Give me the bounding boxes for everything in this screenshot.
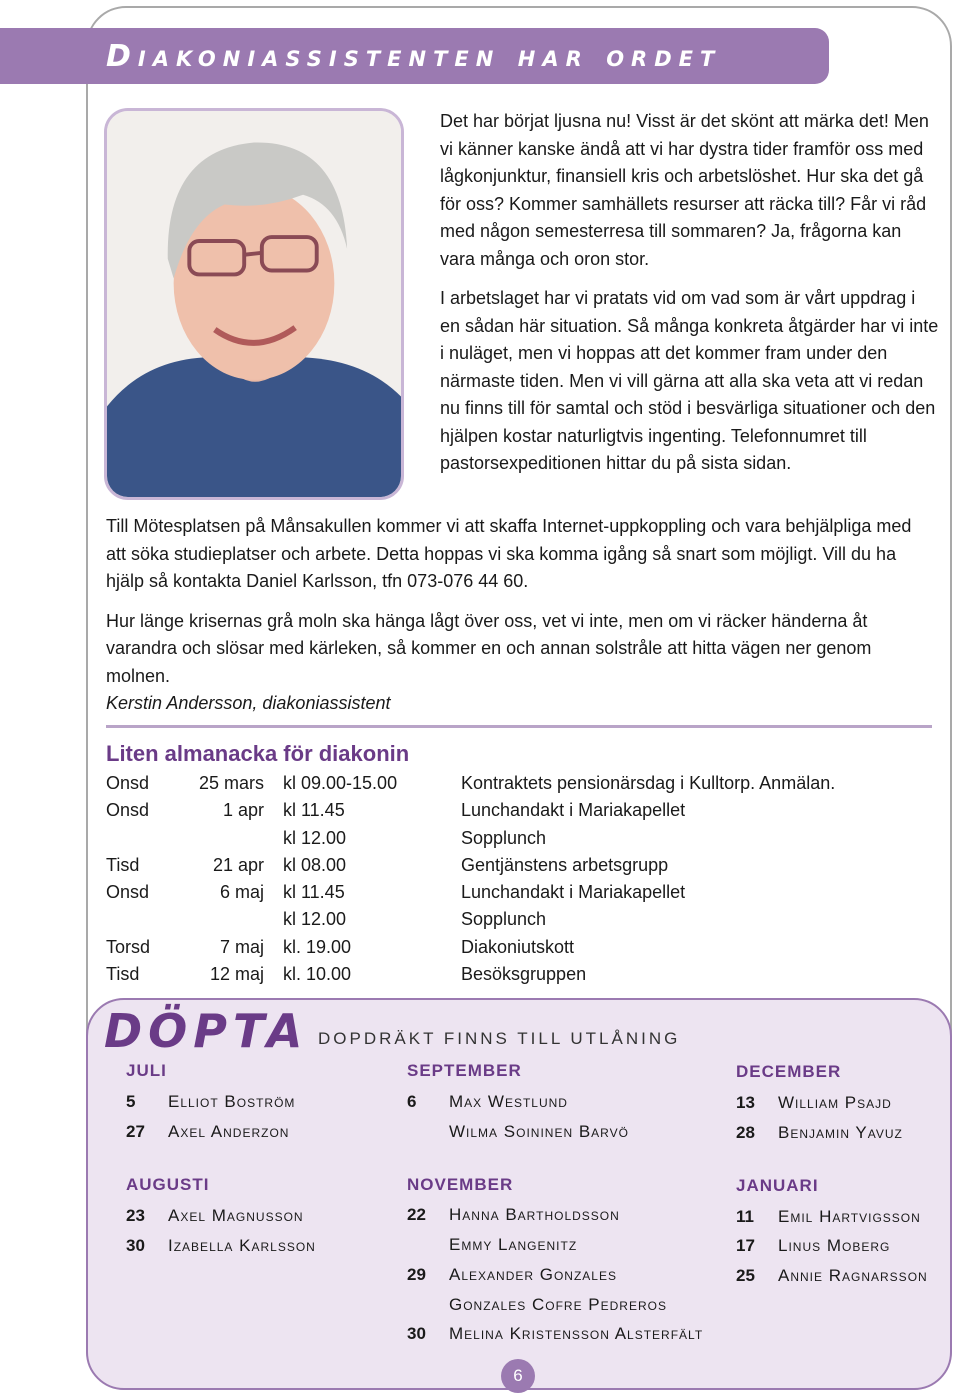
entry-name: Emmy Langenitz [449, 1235, 578, 1254]
entry-name: Melina Kristensson Alsterfält [449, 1324, 704, 1343]
almanac-table [106, 770, 936, 988]
almanac-date: 21 apr [212, 854, 264, 875]
almanac-day: Onsd [106, 882, 150, 903]
intro-paragraph-1: Det har börjat ljusna nu! Visst är det skönt att märka det! Men vi känner kanske ändå att vi har dystra tider framför oss med lågkonjunktur, finansiell kris och arbetslöshet. Hur ska det gå för oss? Kommer samhällets resurser att räcka till? Får vi råd med någon semesterresa till sommaren? Ja, frågorna kan vara många och oron stor. [440, 111, 929, 269]
body-paragraph-2-text: Hur länge krisernas grå moln ska hänga lågt över oss, vet vi inte, men om vi räcker händerna åt varandra och slösar med kärleken, så kommer en och annan solstråle att hitta vägen ner genom molnen. [106, 610, 872, 686]
almanac-day: Tisd [106, 854, 140, 875]
almanac-time: kl. 19.00 [283, 936, 352, 957]
almanac-row [106, 770, 936, 797]
almanac-day: Torsd [106, 936, 151, 957]
entry-name: Linus Moberg [778, 1236, 891, 1255]
body-paragraph-1: Till Mötesplatsen på Månsakullen kommer vi att skaffa Internet-uppkoppling och vara behjälpliga med att söka studieplatser och arbete. Detta hoppas vi ska komma igång så snart som möjligt. Vill du ha hjälp så kontakta Daniel Karlsson, tfn 073-076 44 60. [106, 516, 912, 591]
entry-day: 6 [407, 1092, 417, 1111]
month-september: SEPTEMBER [407, 1061, 522, 1080]
almanac-row [106, 797, 936, 824]
baptism-entry [126, 1117, 386, 1147]
baptism-entry [126, 1231, 386, 1261]
entry-day: 13 [736, 1093, 755, 1112]
almanac-time: kl 12.00 [283, 827, 347, 848]
baptisms-title: DÖPTA [104, 1004, 309, 1058]
month-januari: JANUARI [736, 1176, 819, 1195]
almanac-time: kl 11.45 [283, 882, 345, 903]
month-juli: JULI [126, 1061, 167, 1080]
almanac-event: Besöksgruppen [461, 964, 587, 985]
month-augusti: AUGUSTI [126, 1175, 210, 1194]
entry-day: 30 [407, 1324, 426, 1343]
baptism-entry [407, 1290, 717, 1320]
entry-day: 30 [126, 1236, 145, 1255]
baptism-entry [126, 1201, 386, 1231]
intro-paragraph-2: I arbetslaget har vi pratats vid om vad som är vårt uppdrag i en sådan här situation. Så många konkreta åtgärder har vi inte i nuläget, men vi hoppas att det kommer fram under den närmaste tiden. Men vi vill gärna att alla ska veta att vi redan nu finns till för samtal och stöd i besvärliga situationer och den hjälpen kostar naturligtvis ingenting. Telefonnumret till pastorsexpeditionen hittar du på sista sidan. [440, 288, 939, 473]
portrait-photo [104, 108, 404, 500]
baptism-entry [407, 1087, 717, 1117]
almanac-event: Kontraktets pensionärsdag i Kulltorp. Anmälan. [461, 773, 836, 793]
entry-day: 25 [736, 1266, 755, 1285]
almanac-day: Onsd [106, 800, 150, 821]
page-number: 6 [501, 1359, 535, 1393]
almanac-date: 12 maj [209, 964, 264, 985]
month-december: DECEMBER [736, 1062, 842, 1081]
almanac-title: Liten almanacka för diakonin [106, 741, 410, 766]
almanac-row [106, 961, 936, 988]
body-text [106, 513, 936, 718]
baptism-entry [407, 1319, 717, 1349]
almanac-time: kl 09.00-15.00 [283, 773, 398, 793]
almanac-event: Diakoniutskott [461, 936, 575, 957]
entry-name: Benjamin Yavuz [778, 1123, 903, 1142]
almanac-row [106, 852, 936, 879]
baptism-entry [407, 1117, 717, 1147]
almanac-time: kl 11.45 [283, 800, 345, 821]
almanac-date: 25 mars [198, 773, 264, 793]
page-title: Diakoniassistenten har ordet [106, 39, 722, 74]
almanac-row [106, 879, 936, 906]
intro-text [440, 108, 940, 478]
baptism-entry [736, 1202, 946, 1232]
baptism-entry [407, 1200, 717, 1230]
entry-day: 17 [736, 1236, 755, 1255]
entry-name: Hanna Bartholdsson [449, 1205, 620, 1224]
almanac-event: Lunchandakt i Mariakapellet [461, 800, 686, 821]
almanac-day: Onsd [106, 773, 150, 793]
baptism-entry [407, 1260, 717, 1290]
almanac-time: kl. 10.00 [283, 964, 352, 985]
entry-name: Emil Hartvigsson [778, 1207, 921, 1226]
entry-name: Alexander Gonzales [449, 1265, 617, 1284]
entry-day: 23 [126, 1206, 145, 1225]
entry-day: 22 [407, 1205, 426, 1224]
entry-name: Elliot Boström [168, 1092, 296, 1111]
entry-name: Axel Anderzon [168, 1122, 290, 1141]
entry-name: William Psajd [778, 1093, 892, 1112]
entry-name: Max Westlund [449, 1092, 568, 1111]
baptism-entry [736, 1231, 946, 1261]
entry-name: Izabella Karlsson [168, 1236, 316, 1255]
almanac-event: Lunchandakt i Mariakapellet [461, 882, 686, 903]
entry-name: Axel Magnusson [168, 1206, 304, 1225]
baptisms-subtitle: DOPDRÄKT FINNS TILL UTLÅNING [318, 1029, 681, 1048]
almanac-event: Gentjänstens arbetsgrupp [461, 854, 669, 875]
baptism-entry [126, 1087, 386, 1117]
entry-day: 11 [736, 1207, 754, 1226]
baptism-entry [736, 1088, 946, 1118]
entry-day: 27 [126, 1122, 145, 1141]
almanac-event: Sopplunch [461, 909, 547, 930]
entry-name: Gonzales Cofre Pedreros [449, 1295, 667, 1314]
baptism-entry [736, 1118, 946, 1148]
baptism-entry [407, 1230, 717, 1260]
month-november: NOVEMBER [407, 1175, 514, 1194]
entry-name: Annie Ragnarsson [778, 1266, 928, 1285]
body-paragraph-2 [106, 608, 936, 718]
almanac-date: 6 maj [219, 882, 264, 903]
entry-day: 29 [407, 1265, 426, 1284]
entry-day: 28 [736, 1123, 755, 1142]
almanac-date: 1 apr [222, 800, 264, 821]
almanac-time: kl 08.00 [283, 854, 347, 875]
signature: Kerstin Andersson, diakoniassistent [106, 693, 391, 713]
entry-day: 5 [126, 1092, 136, 1111]
portrait-illustration [107, 111, 401, 497]
section-divider [106, 725, 932, 728]
almanac-row [106, 825, 936, 852]
baptism-entry [736, 1261, 946, 1291]
almanac-row [106, 906, 936, 933]
almanac-date: 7 maj [219, 936, 264, 957]
entry-name: Wilma Soininen Barvö [449, 1122, 629, 1141]
almanac-row [106, 934, 936, 961]
almanac-day: Tisd [106, 964, 140, 985]
almanac-event: Sopplunch [461, 827, 547, 848]
almanac-time: kl 12.00 [283, 909, 347, 930]
